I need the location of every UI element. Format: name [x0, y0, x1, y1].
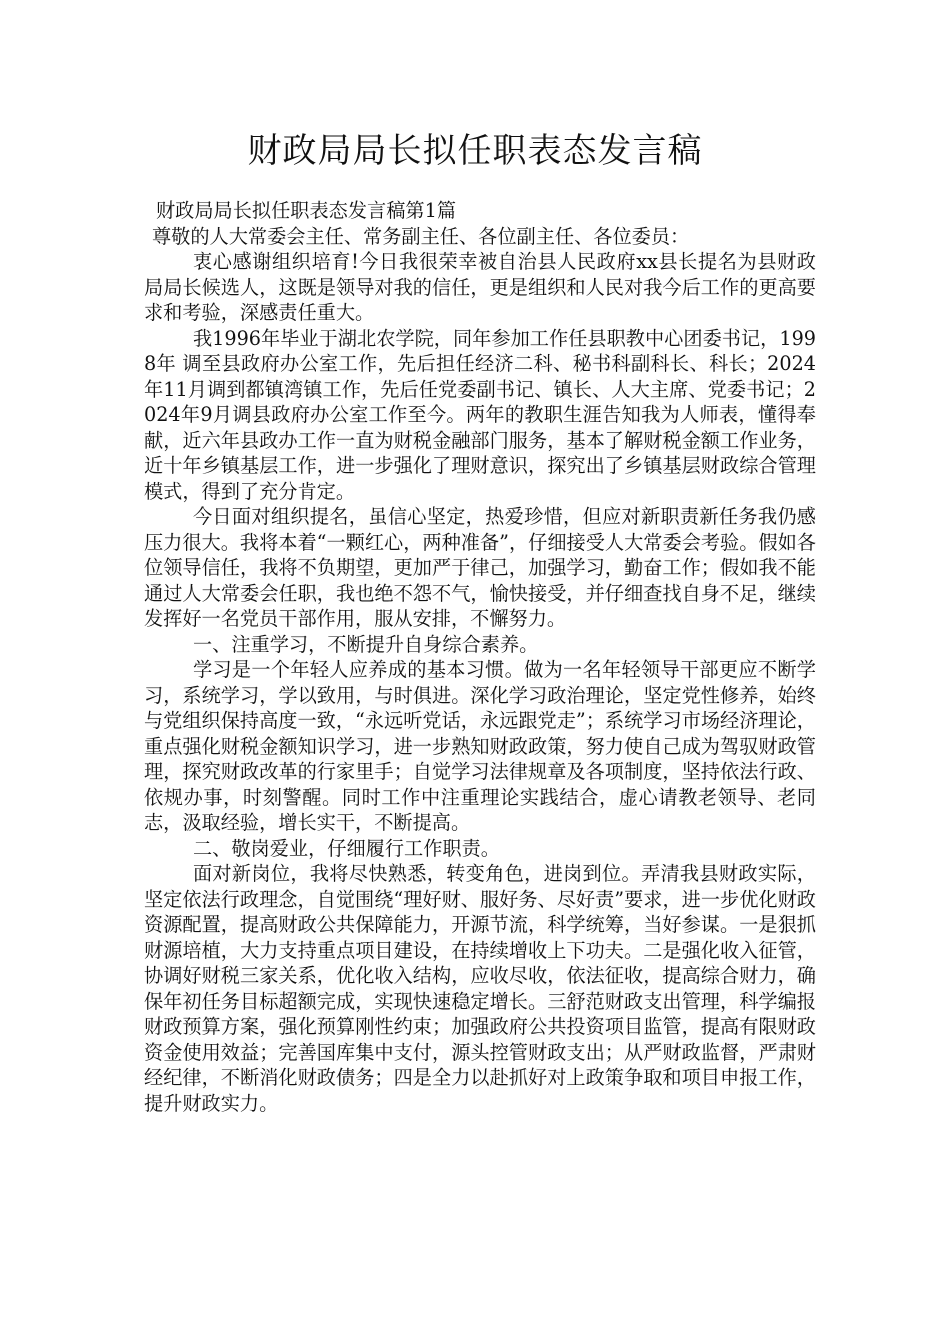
- document-title: 财政局局长拟任职表态发言稿: [247, 131, 703, 171]
- paragraph-background: 我1996年毕业于湖北农学院，同年参加工作任县职教中心团委书记，1998年 调至县政府办公室工作，先后担任经济二科、秘书科副科长、科长；2024年11月调到都镇湾镇工作，先后任党委副书记、镇长、人大主席、党委书记；2024年9月调县政府办公室工作至今。两年的教职生涯告知我为人师表，懂得奉献，近六年县政办工作一直为财税金融部门服务，基本了解财税金额工作业务，近十年乡镇基层工作，进一步强化了理财意识，探究出了乡镇基层财政综合管理模式，得到了充分肯定。: [144, 326, 816, 503]
- point-heading-1: 一、注重学习，不断提升自身综合素养。: [192, 632, 539, 656]
- section-heading: 财政局局长拟任职表态发言稿第1篇: [156, 199, 457, 222]
- paragraph-gratitude: 衷心感谢组织培育!今日我很荣幸被自治县人民政府xx县长提名为县财政局局长候选人，这既是领导对我的信任，更是组织和人民对我今后工作的更高要求和考验，深感责任重大。: [144, 250, 816, 324]
- paragraph-duties: 面对新岗位，我将尽快熟悉，转变角色，进岗到位。弄清我县财政实际，坚定依法行政理念，自觉围绕“理好财、服好务、尽好责”要求，进一步优化财政资源配置，提高财政公共保障能力，开源节流，科学统筹，当好参谋。一是狠抓财源培植，大力支持重点项目建设，在持续增收上下功夫。二是强化收入征管，协调好财税三家关系，优化收入结构，应收尽收，依法征收，提高综合财力，确保年初任务目标超额完成，实现快速稳定增长。三舒范财政支出管理，科学编报财政预算方案，强化预算刚性约束；加强政府公共投资项目监管，提高有限财政资金使用效益；完善国库集中支付，源头控管财政支出；从严财政监督，严肃财经纪律，不断消化财政债务；四是全力以赴抓好对上政策争取和项目申报工作，提升财政实力。: [144, 862, 816, 1115]
- point-heading-2: 二、敬岗爱业，仔细履行工作职责。: [192, 836, 500, 860]
- salutation: 尊敬的人大常委会主任、常务副主任、各位副主任、各位委员：: [152, 224, 690, 248]
- document-body: [144, 198, 816, 1116]
- paragraph-study: 学习是一个年轻人应养成的基本习惯。做为一名年轻领导干部更应不断学习，系统学习，学以致用，与时俱进。深化学习政治理论，坚定党性修养，始终与党组织保持高度一致，“永远听党话，永远跟党走”；系统学习市场经济理论，重点强化财税金额知识学习，进一步熟知财政政策，努力使自己成为驾驭财政管理，探究财政改革的行家里手；自觉学习法律规章及各项制度，坚持依法行政、依规办事，时刻警醒。同时工作中注重理论实践结合，虚心请教老领导、老同志，汲取经验，增长实干，不断提高。: [144, 658, 816, 834]
- paragraph-commitment: 今日面对组织提名，虽信心坚定，热爱珍惜，但应对新职责新任务我仍感压力很大。我将本着“一颗红心，两种准备”，仔细接受人大常委会考验。假如各位领导信任，我将不负期望，更加严于律己，加强学习，勤奋工作；假如我不能通过人大常委会任职，我也绝不怨不气，愉快接受，并仔细查找自身不足，继续发挥好一名党员干部作用，服从安排，不懈努力。: [144, 505, 816, 630]
